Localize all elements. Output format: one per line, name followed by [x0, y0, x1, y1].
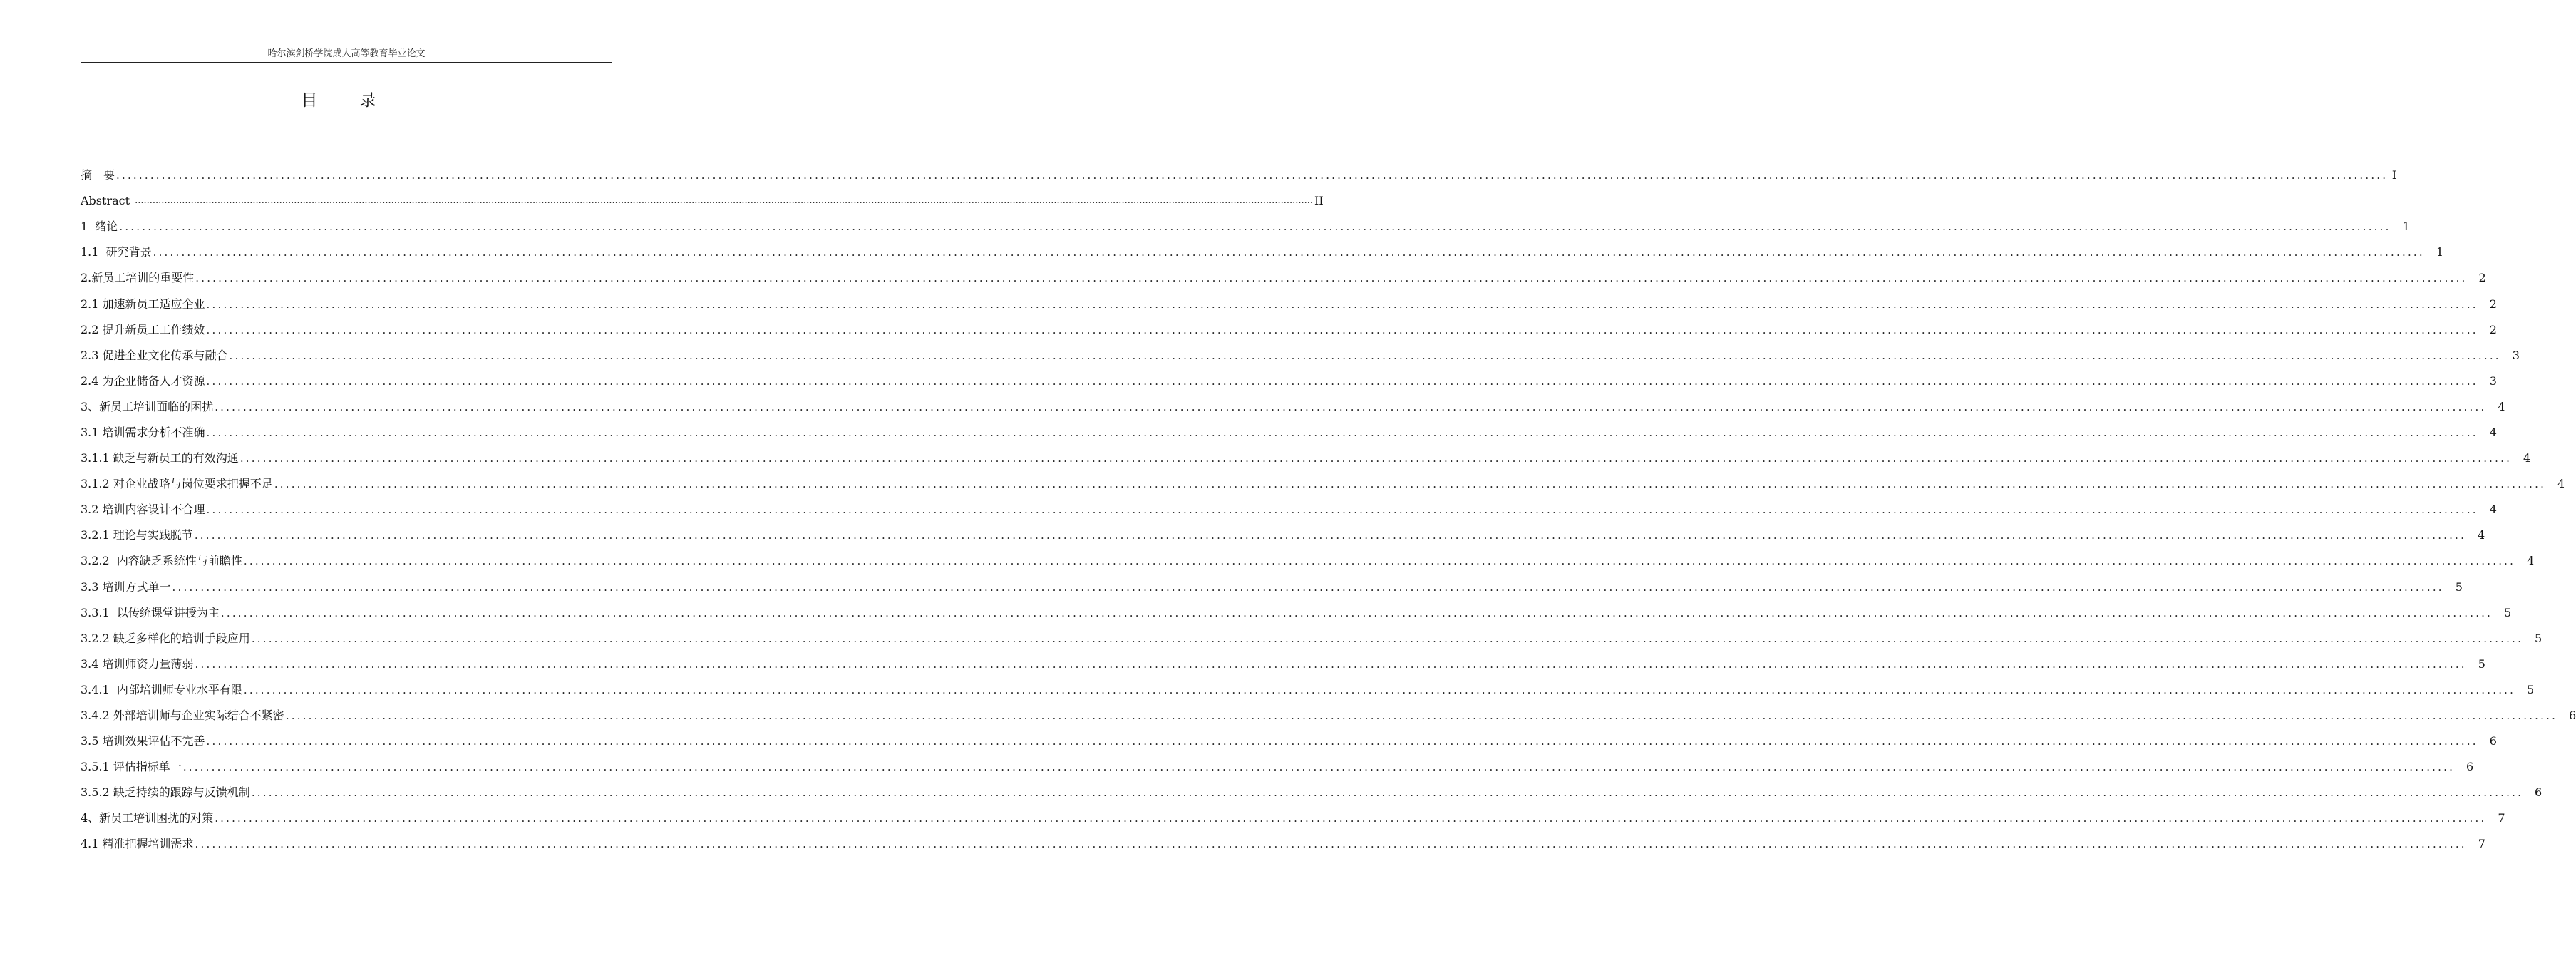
toc-leader-dots: ................................................................................................................................................................................................................................................................................................................................................................................................................: [215, 400, 2487, 413]
table-of-contents: [81, 163, 2576, 857]
toc-entry-label: 2.2 提升新员工工作绩效: [81, 322, 205, 336]
toc-entry-page-number: 2: [2489, 297, 2497, 311]
toc-leader-dots: ................................................................................................................................................................................................................................................................................................................................................................................................................: [206, 426, 2478, 439]
toc-entry-label: 3.5.1 评估指标单一: [81, 760, 182, 774]
toc-leader-dots: ................................................................................................................................................................................................................................................................................................................................................................................................................: [229, 349, 2501, 362]
toc-entry[interactable]: [81, 497, 2497, 522]
toc-leader-dots: ................................................................................................................................................................................................................................................................................................................................................................................................................: [206, 735, 2478, 748]
toc-entry-label: 3.1 培训需求分析不准确: [81, 425, 205, 439]
toc-leader-dots: ................................................................................................................................................................................................................................................................................................................................................................................................................: [251, 786, 2524, 800]
toc-entry[interactable]: [81, 445, 2531, 471]
toc-entry-page-number: 1: [2402, 220, 2410, 234]
toc-entry-page-number: 5: [2504, 605, 2512, 619]
toc-leader-dots: ................................................................................................................................................................................................................................................................................................................................................................................................................: [195, 657, 2467, 671]
toc-leader-dots: ................................................................................................................................................................................................................................................................................................................................................................................................................: [206, 323, 2478, 336]
toc-entry[interactable]: [81, 754, 2474, 780]
toc-entry-page-number: 3: [2489, 374, 2497, 388]
toc-leader-dots: ................................................................................................................................................................................................................................................................................................................................................................................................................: [220, 606, 2493, 619]
toc-entry-page-number: 4: [2527, 554, 2535, 568]
toc-leader-dots: ................................................................................................................................................................................................................................................................................................................................................................................................................: [172, 580, 2444, 594]
toc-entry[interactable]: [81, 626, 2542, 651]
toc-entry[interactable]: [81, 548, 2535, 574]
toc-leader-dots: ................................................................................................................................................................................................................................................................................................................................................................................................................: [285, 709, 2558, 723]
toc-entry-label: 2.新员工培训的重要性: [81, 271, 195, 285]
toc-entry[interactable]: [81, 317, 2497, 343]
toc-entry[interactable]: [81, 805, 2505, 831]
toc-entry[interactable]: [81, 240, 2444, 265]
toc-leader-dots: ................................................................................................................................................................................................................................................................................................................................................................................................................: [194, 529, 2467, 542]
toc-entry[interactable]: [81, 703, 2576, 728]
toc-entry-page-number: 4: [2478, 528, 2485, 542]
toc-entry[interactable]: [81, 471, 2565, 497]
toc-leader-dots: ................................................................................................................................................................................................................................................................................................................................................................................................................: [206, 297, 2478, 311]
toc-entry-label: 2.1 加速新员工适应企业: [81, 297, 205, 311]
toc-leader-dots: ................................................................................................................................................................................................................................................................................................................................................................................................................: [182, 761, 2456, 774]
toc-entry-label: 摘 要: [81, 168, 115, 182]
toc-entry-page-number: 4: [2498, 399, 2505, 413]
toc-leader-dots: ................................................................................................................................................................................................................................................................................................................................................................................................................: [243, 683, 2516, 696]
toc-entry-label: 3.4.1 内部培训师专业水平有限: [81, 682, 242, 696]
toc-entry-page-number: 5: [2455, 580, 2463, 594]
toc-leader-dots: ................................................................................................................................................................................................................................................................................................................................................................................................................: [215, 812, 2487, 825]
toc-entry-label: 2.3 促进企业文化传承与融合: [81, 348, 228, 362]
toc-entry-label: 3.2.1 理论与实践脱节: [81, 528, 193, 542]
toc-leader-dots: ................................................................................................................................................................................................................................................................................................................................................................................................................: [274, 478, 2547, 491]
toc-entry[interactable]: [81, 214, 2410, 240]
toc-entry[interactable]: [81, 291, 2497, 316]
toc-entry-page-number: 5: [2478, 656, 2485, 671]
toc-entry-page-number: 4: [2523, 451, 2531, 465]
toc-entry[interactable]: [81, 163, 2397, 188]
toc-entry-label: 3.5 培训效果评估不完善: [81, 734, 205, 748]
toc-leader-dots: ................................................................................................................................................................................................................................................................................................................................................................................................................: [243, 555, 2516, 568]
toc-entry[interactable]: [81, 343, 2520, 369]
toc-leader-dots: ................................................................................................................................................................................................................................................................................................................................................................................................................: [206, 503, 2478, 517]
toc-entry[interactable]: [81, 522, 2485, 548]
page-header: 哈尔滨剑桥学院成人高等教育毕业论文: [81, 46, 612, 63]
toc-entry[interactable]: [81, 420, 2497, 445]
toc-entry-page-number: 5: [2527, 682, 2535, 696]
toc-entry-label: 3.2.2 缺乏多样化的培训手段应用: [81, 631, 250, 645]
toc-entry-page-number: 7: [2498, 811, 2505, 825]
toc-leader-dots: ................................................................................................................................................................................................................................................................................................................................................................................................................: [251, 632, 2524, 645]
toc-entry-page-number: II: [1314, 194, 1324, 208]
toc-entry-label: 3.2.2 内容缺乏系统性与前瞻性: [81, 554, 242, 568]
toc-entry-page-number: 5: [2535, 631, 2542, 645]
page-title: 目 录: [301, 91, 389, 110]
toc-entry-page-number: 2: [2478, 271, 2486, 285]
toc-leader-dots: ................................................................................................................................................................................................................................................................................................................................................................................................................: [135, 195, 1314, 207]
toc-entry-label: 3.4 培训师资力量薄弱: [81, 656, 194, 671]
toc-entry-label: 3.4.2 外部培训师与企业实际结合不紧密: [81, 709, 284, 723]
toc-entry[interactable]: [81, 575, 2463, 600]
toc-entry-page-number: 2: [2489, 322, 2497, 336]
toc-entry-label: 1.1 研究背景: [81, 245, 152, 259]
toc-entry[interactable]: [81, 831, 2485, 857]
toc-leader-dots: ................................................................................................................................................................................................................................................................................................................................................................................................................: [239, 452, 2513, 465]
toc-entry-label: 3.3.1 以传统课堂讲授为主: [81, 605, 220, 619]
toc-entry-label: 3.1.2 对企业战略与岗位要求把握不足: [81, 477, 273, 491]
toc-entry-page-number: 1: [2436, 245, 2444, 259]
toc-entry-label: 1 绪论: [81, 220, 118, 234]
toc-entry-page-number: 4: [2557, 477, 2565, 491]
toc-entry-page-number: 4: [2489, 503, 2497, 517]
toc-entry[interactable]: [81, 369, 2497, 394]
toc-entry-label: 3.2 培训内容设计不合理: [81, 503, 205, 517]
toc-entry-label: 4.1 精准把握培训需求: [81, 837, 194, 851]
toc-leader-dots: ................................................................................................................................................................................................................................................................................................................................................................................................................: [119, 220, 2391, 234]
toc-entry-page-number: 6: [2466, 760, 2474, 774]
toc-entry-label: 3.1.1 缺乏与新员工的有效沟通: [81, 451, 239, 465]
toc-entry-page-number: I: [2391, 168, 2397, 182]
toc-entry-label: 3、新员工培训面临的困扰: [81, 399, 214, 413]
toc-entry[interactable]: [81, 728, 2497, 754]
toc-leader-dots: ................................................................................................................................................................................................................................................................................................................................................................................................................: [195, 838, 2467, 851]
toc-entry-label: 4、新员工培训困扰的对策: [81, 811, 214, 825]
toc-leader-dots: ................................................................................................................................................................................................................................................................................................................................................................................................................: [206, 374, 2478, 388]
toc-entry-label: 2.4 为企业储备人才资源: [81, 374, 205, 388]
toc-entry-page-number: 4: [2489, 425, 2497, 439]
toc-entry-page-number: 6: [2535, 786, 2542, 800]
toc-entry-label: 3.3 培训方式单一: [81, 580, 171, 594]
toc-entry-page-number: 6: [2569, 709, 2576, 723]
toc-leader-dots: ................................................................................................................................................................................................................................................................................................................................................................................................................: [153, 246, 2425, 259]
toc-entry-page-number: 3: [2512, 348, 2520, 362]
toc-leader-dots: ................................................................................................................................................................................................................................................................................................................................................................................................................: [195, 272, 2468, 285]
toc-entry[interactable]: [81, 677, 2535, 703]
toc-entry[interactable]: [81, 600, 2512, 626]
toc-entry[interactable]: [81, 651, 2485, 677]
toc-entry[interactable]: [81, 188, 1324, 214]
toc-entry[interactable]: [81, 394, 2505, 420]
toc-entry-label: 3.5.2 缺乏持续的跟踪与反馈机制: [81, 786, 250, 800]
toc-entry[interactable]: [81, 265, 2486, 291]
toc-entry[interactable]: [81, 780, 2542, 805]
toc-leader-dots: ................................................................................................................................................................................................................................................................................................................................................................................................................: [116, 169, 2389, 182]
toc-entry-label: Abstract: [81, 194, 134, 208]
toc-entry-page-number: 7: [2478, 837, 2485, 851]
toc-entry-page-number: 6: [2489, 734, 2497, 748]
